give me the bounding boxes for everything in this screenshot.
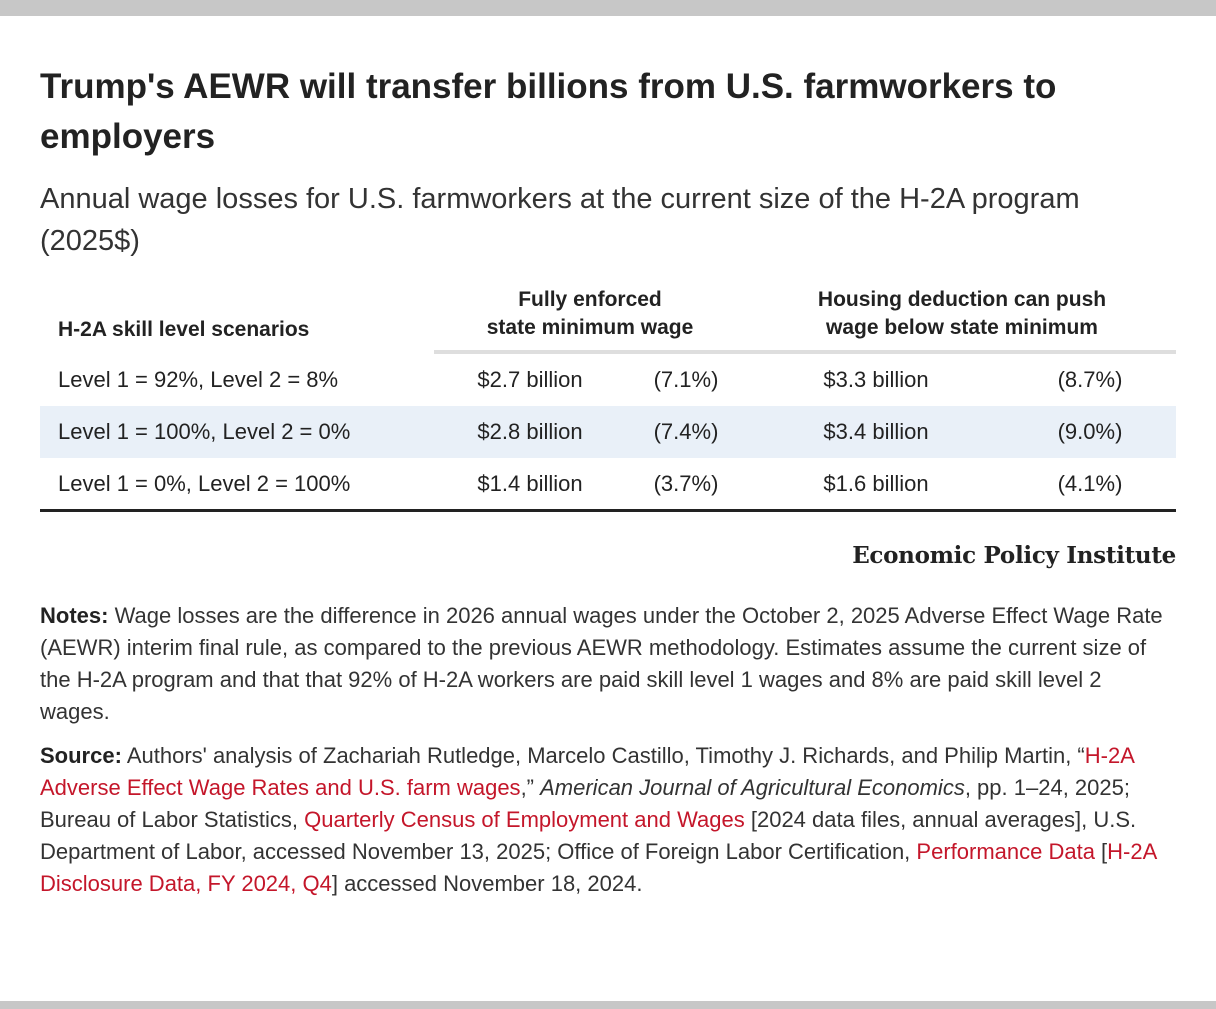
table-cell-percent-enforced: (7.4%) bbox=[653, 419, 719, 444]
chart-title: Trump's AEWR will transfer billions from U.S. farmworkers to employers bbox=[40, 67, 1057, 156]
source-text: [ bbox=[1094, 839, 1108, 864]
table-bottom-rule bbox=[40, 509, 1176, 512]
table-cell-percent-housing: (4.1%) bbox=[1057, 471, 1123, 496]
source-link-performance-data[interactable]: Performance Data bbox=[916, 839, 1095, 864]
source-text: [2024 data files, annual averages], U.S. Department of Labor, accessed November 13, 2025; Office of Foreign Labor Certification, bbox=[40, 807, 1137, 864]
table-cell-percent-enforced: (3.7%) bbox=[653, 471, 719, 496]
notes-text: Wage losses are the difference in 2026 annual wages under the October 2, 2025 Adverse Effect Wage Rate (AEWR) interim final rule, as compared to the previous AEWR methodology. Estimates assume the current size of the H-2A program and that that 92% of H-2A workers are paid skill level 1 wages and 8% are paid skill level 2 wages. bbox=[40, 603, 1163, 724]
table-cell-scenario: Level 1 = 0%, Level 2 = 100% bbox=[58, 471, 351, 496]
top-frame-bar bbox=[0, 0, 1216, 16]
table-cell-value-housing: $1.6 billion bbox=[823, 471, 929, 496]
source-journal-name: American Journal of Agricultural Economics bbox=[540, 775, 965, 800]
table-cell-value-enforced: $1.4 billion bbox=[477, 471, 583, 496]
source-link-h2a-study[interactable]: H-2A Adverse Effect Wage Rates and U.S. farm wages bbox=[40, 743, 1134, 800]
table-row bbox=[40, 354, 1176, 406]
table-row bbox=[40, 458, 1176, 510]
table-row bbox=[40, 406, 1176, 458]
source-label: Source: bbox=[40, 743, 122, 768]
column-header-scenarios: H-2A skill level scenarios bbox=[58, 318, 310, 341]
column-header-fully-enforced-line2: state minimum wage bbox=[486, 316, 694, 339]
notes-block bbox=[40, 600, 1176, 728]
table-cell-scenario: Level 1 = 100%, Level 2 = 0% bbox=[58, 419, 351, 444]
chart-subtitle: Annual wage losses for U.S. farmworkers at the current size of the H-2A program (2025$) bbox=[40, 183, 1080, 257]
column-header-housing-deduction bbox=[780, 286, 1144, 342]
epi-logo: Economic Policy Institute bbox=[852, 542, 1176, 569]
table-cell-scenario: Level 1 = 92%, Level 2 = 8% bbox=[58, 367, 339, 392]
bottom-frame-bar bbox=[0, 1001, 1216, 1009]
table-cell-value-enforced: $2.8 billion bbox=[477, 419, 583, 444]
notes-label: Notes: bbox=[40, 603, 109, 628]
source-link-h2a-disclosure[interactable]: H-2A Disclosure Data, FY 2024, Q4 bbox=[40, 839, 1157, 896]
column-header-housing-deduction-line2: wage below state minimum bbox=[826, 316, 1098, 339]
source-text: Authors' analysis of Zachariah Rutledge, Marcelo Castillo, Timothy J. Richards, and Philip Martin, “ bbox=[121, 743, 1085, 768]
source-block bbox=[40, 740, 1176, 900]
table-cell-percent-housing: (9.0%) bbox=[1057, 419, 1123, 444]
table-cell-value-housing: $3.4 billion bbox=[823, 419, 929, 444]
source-link-qcew[interactable]: Quarterly Census of Employment and Wages bbox=[304, 807, 745, 832]
source-text: ,” bbox=[520, 775, 541, 800]
column-header-fully-enforced bbox=[434, 286, 746, 342]
source-text: ] accessed November 18, 2024. bbox=[331, 871, 643, 896]
table-cell-value-housing: $3.3 billion bbox=[823, 367, 929, 392]
table-cell-percent-housing: (8.7%) bbox=[1057, 367, 1123, 392]
table-cell-percent-enforced: (7.1%) bbox=[653, 367, 719, 392]
column-header-fully-enforced-line1: Fully enforced bbox=[518, 288, 662, 311]
table-cell-value-enforced: $2.7 billion bbox=[477, 367, 583, 392]
source-text: , pp. 1–24, 2025; Bureau of Labor Statistics, bbox=[40, 775, 1130, 832]
column-header-housing-deduction-line1: Housing deduction can push bbox=[817, 288, 1107, 311]
